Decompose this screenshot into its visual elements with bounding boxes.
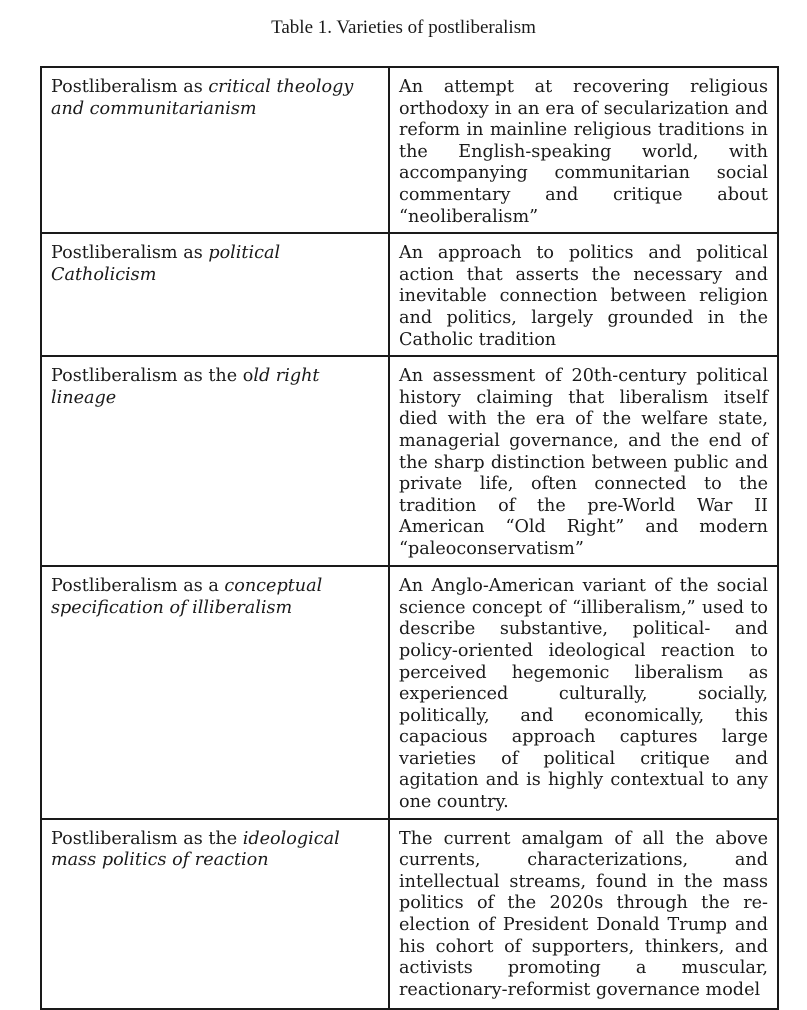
table-row (41, 566, 778, 819)
term-cell (41, 67, 389, 233)
table-caption: Table 1. Varieties of postliberalism (271, 17, 536, 38)
term-cell (41, 356, 389, 566)
table-row (41, 233, 778, 356)
table-row (41, 67, 778, 233)
table-row (41, 356, 778, 566)
term-italic-text: ideological mass politics of reaction (51, 828, 340, 871)
term-text: Postliberalism as the (51, 828, 243, 849)
term-text: Postliberalism as (51, 243, 209, 264)
term-text: Postliberalism as (51, 77, 209, 97)
description-cell: An approach to politics and political action that asserts the necessary and inevitable connection between religion and politics, largely grounded in the Catholic tradition (389, 233, 778, 356)
varieties-table (40, 66, 779, 1010)
term-cell (41, 566, 389, 819)
description-cell: An assessment of 20th-century political history claiming that liberalism itself died with the era of the welfare state, managerial governance, and the end of the sharp distinction between public and private life, often connected to the tradition of the pre-World War II American “Old Right” and modern “paleoconservatism” (389, 356, 778, 566)
term-italic-text: ld right lineage (51, 366, 320, 408)
term-text: Postliberalism as a (51, 576, 225, 597)
term-cell (41, 233, 389, 356)
term-italic-text: political Catholicism (51, 243, 281, 285)
term-text: Postliberalism as the o (51, 366, 254, 387)
term-italic-text: critical theology and communitarianism (51, 77, 354, 119)
term-italic-text: conceptual specification of illiberalism (51, 576, 323, 618)
description-cell: An Anglo-American variant of the social science concept of “illiberalism,” used to describe substantive, political- and policy-oriented ideological reaction to perceived hegemonic liberalism as experienced culturally, socially, politically, and economically, this capacious approach captures large varieties of political critique and agitation and is highly contextual to any one country. (389, 566, 778, 819)
table-row (41, 819, 778, 1009)
term-cell (41, 819, 389, 1009)
description-cell: An attempt at recovering religious orthodoxy in an era of secularization and reform in mainline religious traditions in the English-speaking world, with accompanying communitarian social commentary and critique about “neoliberalism” (389, 67, 778, 233)
description-cell: The current amalgam of all the above currents, characterizations, and intellectual streams, found in the mass politics of the 2020s through the re-election of President Donald Trump and his cohort of supporters, thinkers, and activists promoting a muscular, reactionary-reformist governance model (389, 819, 778, 1009)
